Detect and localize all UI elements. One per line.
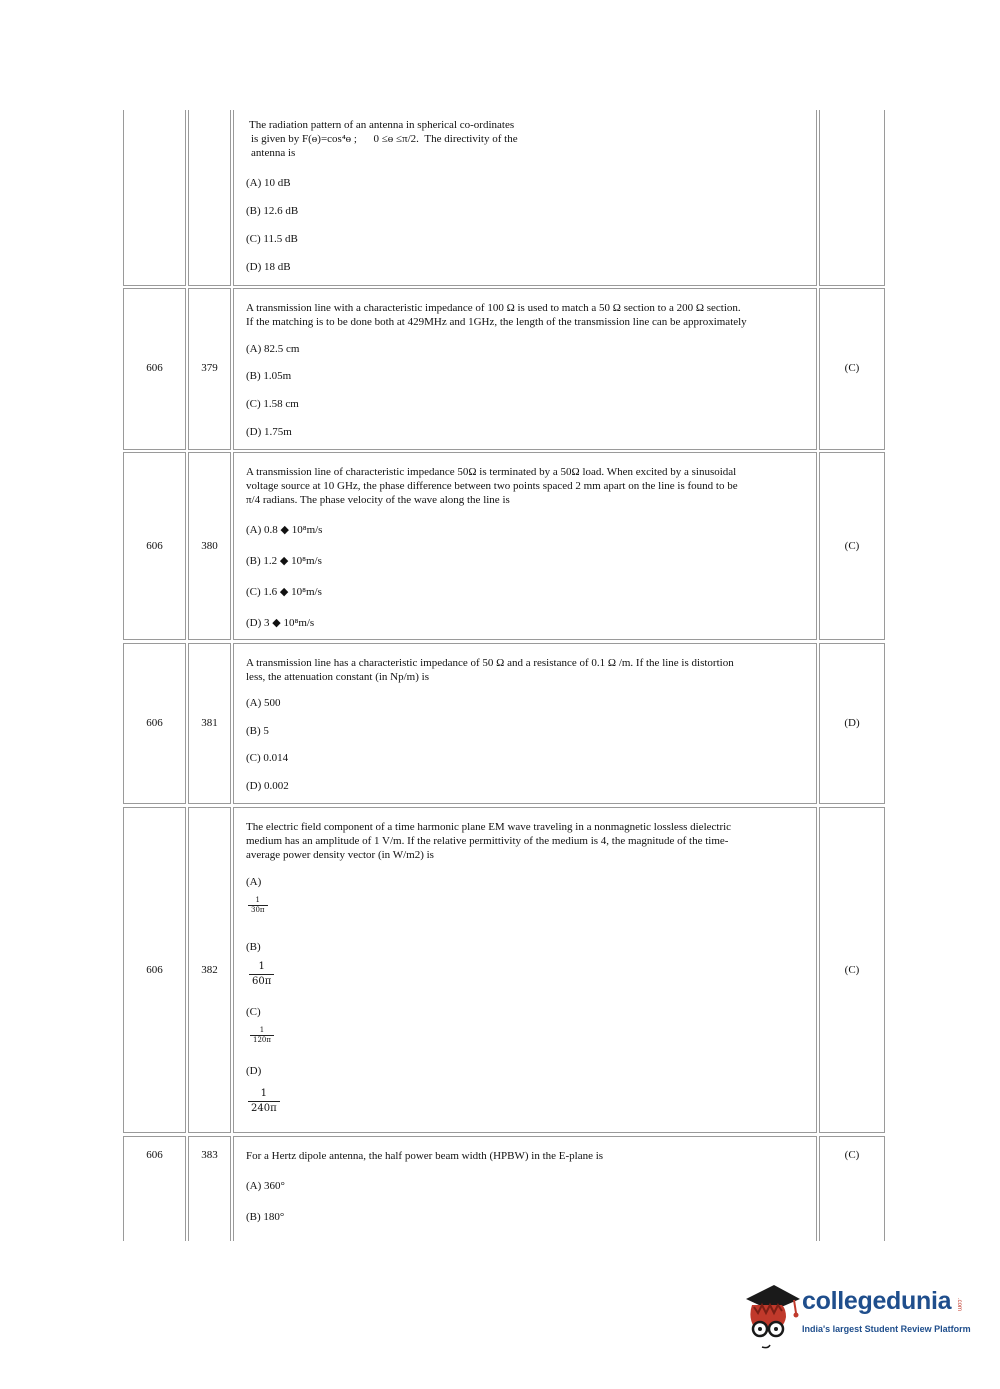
question-number: 380 <box>201 540 218 552</box>
answer: (D) <box>844 717 860 729</box>
answer: (C) <box>844 964 860 976</box>
paper-code: 606 <box>146 717 163 729</box>
paper-code-cell <box>123 1136 186 1241</box>
question-cell <box>233 643 817 804</box>
option-c: (C) 1.58 cm <box>246 398 299 410</box>
fraction-d <box>248 1087 280 1116</box>
question-cell <box>233 807 817 1133</box>
question-line: π/4 radians. The phase velocity of the wave along the line is <box>246 494 510 506</box>
answer-cell <box>819 452 885 640</box>
answer: (C) <box>844 362 860 374</box>
option-a: (A) 10 dB <box>246 177 291 189</box>
question-line: If the matching is to be done both at 429MHz and 1GHz, the length of the transmission line can be approximately <box>246 316 747 328</box>
paper-code: 606 <box>146 540 163 552</box>
option-c: (C) 11.5 dB <box>246 233 298 245</box>
option-a: (A) <box>246 876 262 888</box>
fraction-c <box>250 1026 274 1045</box>
table-row <box>123 110 885 286</box>
fraction-numerator: 1 <box>255 896 260 904</box>
table-row <box>123 643 885 804</box>
answer-cell <box>819 1136 885 1241</box>
fraction-numerator: 1 <box>259 1026 265 1034</box>
answer-cell <box>819 288 885 450</box>
paper-code: 606 <box>146 964 163 976</box>
paper-code: 606 <box>146 362 163 374</box>
option-b: (B) 1.2 ◆ 10⁸m/s <box>246 555 322 567</box>
logo-tagline: India's largest Student Review Platform <box>802 1324 971 1334</box>
logo-name: collegedunia <box>802 1287 952 1315</box>
fraction-denominator: 120π <box>250 1035 274 1045</box>
answer-cell <box>819 807 885 1133</box>
question-number-cell <box>188 643 231 804</box>
paper-code-cell <box>123 807 186 1133</box>
table-row <box>123 807 885 1133</box>
answer-cell <box>819 110 885 286</box>
question-line: A transmission line has a characteristic impedance of 50 Ω and a resistance of 0.1 Ω /m. If the line is distortion <box>246 657 734 669</box>
paper-code-cell <box>123 643 186 804</box>
question-number: 383 <box>201 1149 218 1161</box>
option-c: (C) <box>246 1006 261 1018</box>
option-b: (B) <box>246 941 261 953</box>
question-line: medium has an amplitude of 1 V/m. If the relative permittivity of the medium is 4, the magnitude of the time- <box>246 835 729 847</box>
fraction-denominator: 240π <box>248 1101 280 1116</box>
table-row <box>123 452 885 640</box>
question-cell <box>233 288 817 450</box>
option-d: (D) 0.002 <box>246 780 289 792</box>
question-cell <box>233 110 817 286</box>
paper-code-cell <box>123 452 186 640</box>
answer: (C) <box>844 540 860 552</box>
paper-code: 606 <box>146 1149 163 1161</box>
paper-code-cell <box>123 288 186 450</box>
question-line: is given by F(ө)=cos⁴ө ; 0 ≤ө ≤π/2. The directivity of the <box>251 133 518 145</box>
option-a: (A) 360° <box>246 1180 285 1192</box>
question-cell <box>233 452 817 640</box>
fraction-b <box>249 960 274 989</box>
question-number: 382 <box>201 964 218 976</box>
option-d: (D) 3 ◆ 10⁸m/s <box>246 617 315 629</box>
question-number-cell <box>188 807 231 1133</box>
option-b: (B) 12.6 dB <box>246 205 299 217</box>
fraction-numerator: 1 <box>260 1088 268 1099</box>
collegedunia-logo <box>742 1283 972 1353</box>
question-line: A transmission line with a characteristic impedance of 100 Ω is used to match a 50 Ω section to a 200 Ω section. <box>246 302 741 314</box>
question-number-cell <box>188 288 231 450</box>
option-a: (A) 82.5 cm <box>246 343 300 355</box>
question-line: The radiation pattern of an antenna in spherical co-ordinates <box>249 119 515 131</box>
question-line: voltage source at 10 GHz, the phase difference between two points spaced 2 mm apart on the line is found to be <box>246 480 738 492</box>
option-b: (B) 1.05m <box>246 370 292 382</box>
fraction-a <box>248 896 268 915</box>
option-c: (C) 1.6 ◆ 10⁸m/s <box>246 586 322 598</box>
fraction-denominator: 30π <box>248 905 268 915</box>
question-number-cell <box>188 1136 231 1241</box>
option-b: (B) 180° <box>246 1211 285 1223</box>
question-line: average power density vector (in W/m2) is <box>246 849 434 861</box>
option-c: (C) 0.014 <box>246 752 289 764</box>
question-line: antenna is <box>251 147 296 159</box>
question-line: For a Hertz dipole antenna, the half power beam width (HPBW) in the E-plane is <box>246 1150 604 1162</box>
mascot-icon <box>742 1283 802 1353</box>
option-a: (A) 0.8 ◆ 10⁸m/s <box>246 524 323 536</box>
option-d: (D) 18 dB <box>246 261 291 273</box>
option-a: (A) 500 <box>246 697 281 709</box>
option-d: (D) <box>246 1065 262 1077</box>
fraction-denominator: 60π <box>249 974 274 989</box>
fraction-numerator: 1 <box>258 961 265 972</box>
option-b: (B) 5 <box>246 725 269 737</box>
question-line: less, the attenuation constant (in Np/m) is <box>246 671 429 683</box>
paper-code-cell <box>123 110 186 286</box>
question-number-cell <box>188 110 231 286</box>
question-number: 381 <box>201 717 218 729</box>
question-number: 379 <box>201 362 218 374</box>
option-d: (D) 1.75m <box>246 426 292 438</box>
logo-suffix: .com <box>956 1298 962 1312</box>
question-number-cell <box>188 452 231 640</box>
question-line: The electric field component of a time harmonic plane EM wave traveling in a nonmagnetic lossless dielectric <box>246 821 732 833</box>
answer-cell <box>819 643 885 804</box>
answer: (C) <box>844 1149 860 1161</box>
table-row <box>123 1136 885 1241</box>
question-cell <box>233 1136 817 1241</box>
table-row <box>123 288 885 450</box>
question-line: A transmission line of characteristic impedance 50Ω is terminated by a 50Ω load. When excited by a sinusoidal <box>246 466 737 478</box>
